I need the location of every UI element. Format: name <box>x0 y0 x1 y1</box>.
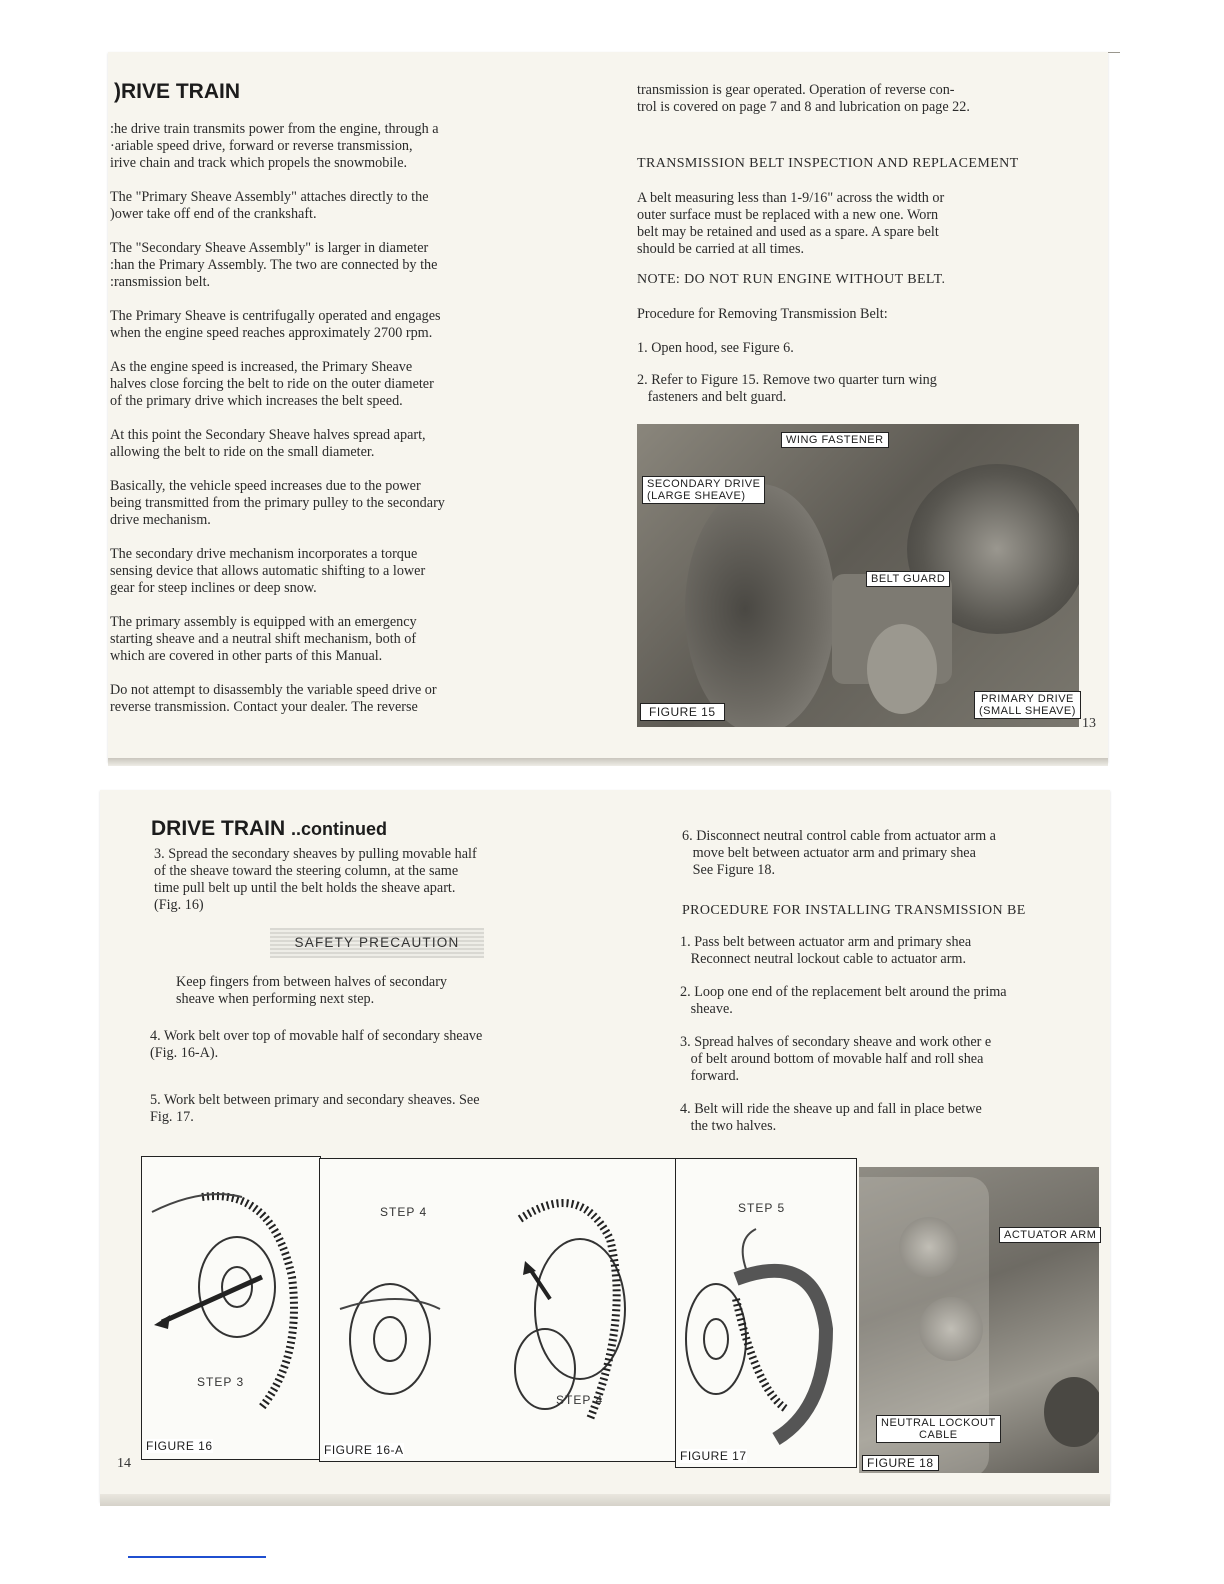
procedure-title: Procedure for Removing Transmission Belt: <box>637 306 888 322</box>
figure-16a-drawing <box>320 1159 676 1461</box>
page-edge <box>108 758 1108 766</box>
step-4: 4. Work belt over top of movable half of secondary sheave (Fig. 16-A). <box>150 1028 483 1061</box>
page-title <box>151 817 387 841</box>
paragraph: The "Primary Sheave Assembly" attaches directly to the )ower take off end of the crankshaft. <box>110 189 429 222</box>
paragraph: The "Secondary Sheave Assembly" is larger in diameter :han the Primary Assembly. The two are connected by the :ransmission belt. <box>110 240 438 290</box>
install-step-2: 2. Loop one end of the replacement belt around the prima sheave. <box>680 984 1007 1017</box>
page-number: 13 <box>1082 716 1096 731</box>
secondary-sheave-shape <box>685 484 835 727</box>
figure-16a <box>319 1158 677 1462</box>
install-step-3: 3. Spread halves of secondary sheave and work other e of belt around bottom of movable half and roll shea forward. <box>680 1034 992 1084</box>
step-6: 6. Disconnect neutral control cable from actuator arm a move belt between actuator arm and primary shea See Figure 18. <box>682 828 996 878</box>
figure-15-photo <box>637 424 1079 727</box>
safety-text: Keep fingers from between halves of secondary sheave when performing next step. <box>176 974 448 1007</box>
paragraph: The Primary Sheave is centrifugally operated and engages when the engine speed reaches approximately 2700 rpm. <box>110 308 441 341</box>
left-column <box>110 121 560 733</box>
paragraph: The primary assembly is equipped with an emergency starting sheave and a neutral shift mechanism, both of which are covered in other parts of this Manual. <box>110 614 417 664</box>
right-intro: transmission is gear operated. Operation of reverse con- trol is covered on page 7 and 8 and lubrication on page 22. <box>637 82 970 115</box>
label-neutral-lockout-cable: NEUTRAL LOCKOUT CABLE <box>876 1415 1001 1443</box>
section-subheading: TRANSMISSION BELT INSPECTION AND REPLACEMENT <box>637 156 1019 171</box>
step-1: 1. Open hood, see Figure 6. <box>637 340 794 356</box>
figure-16-caption: FIGURE 16 <box>146 1439 213 1453</box>
install-title: PROCEDURE FOR INSTALLING TRANSMISSION BE <box>682 903 1026 918</box>
paragraph: :he drive train transmits power from the engine, through a ·ariable speed drive, forward or reverse transmission, irive chain and track which propels the snowmobile. <box>110 121 439 171</box>
figure-18-caption: FIGURE 18 <box>862 1455 939 1471</box>
label-wing-fastener: WING FASTENER <box>781 432 889 448</box>
figure-17-caption: FIGURE 17 <box>680 1449 747 1463</box>
heading-continued: ..continued <box>291 819 388 839</box>
install-step-4: 4. Belt will ride the sheave up and fall in place betwe the two halves. <box>680 1101 982 1134</box>
hub-shape <box>867 624 937 714</box>
paragraph: Basically, the vehicle speed increases due to the power being transmitted from the primary pulley to the secondary drive mechanism. <box>110 478 445 528</box>
safety-precaution-banner: SAFETY PRECAUTION <box>270 928 484 958</box>
underline-mark <box>128 1556 266 1558</box>
step-5-label: STEP 5 <box>738 1201 786 1215</box>
label-secondary-drive: SECONDARY DRIVE (LARGE SHEAVE) <box>642 476 765 504</box>
page-number: 14 <box>117 1456 131 1471</box>
paragraph: At this point the Secondary Sheave halves spread apart, allowing the belt to ride on the small diameter. <box>110 427 426 460</box>
label-primary-drive: PRIMARY DRIVE (SMALL SHEAVE) <box>974 691 1081 719</box>
belt-paragraph: A belt measuring less than 1-9/16" across the width or outer surface must be replaced with a new one. Worn belt may be retained and used as a spare. A spare belt should be carried at all times. <box>637 190 945 257</box>
figure-15-caption: FIGURE 15 <box>640 703 725 721</box>
paragraph: As the engine speed is increased, the Primary Sheave halves close forcing the belt to ride on the outer diameter of the primary drive which increases the belt speed. <box>110 359 434 409</box>
step-5: 5. Work belt between primary and secondary sheaves. See Fig. 17. <box>150 1092 480 1125</box>
figure-16-drawing <box>142 1157 320 1459</box>
page-edge <box>100 1494 1110 1506</box>
heading-main: DRIVE TRAIN <box>151 817 286 840</box>
label-actuator-arm: ACTUATOR ARM <box>999 1227 1101 1243</box>
page-title: )RIVE TRAIN <box>114 80 240 103</box>
step-2: 2. Refer to Figure 15. Remove two quarter turn wing fasteners and belt guard. <box>637 372 937 405</box>
note: NOTE: DO NOT RUN ENGINE WITHOUT BELT. <box>637 272 946 287</box>
figure-17 <box>675 1158 857 1468</box>
shaft-shape <box>1044 1377 1099 1447</box>
paragraph: Do not attempt to disassembly the variable speed drive or reverse transmission. Contact your dealer. The reverse <box>110 682 437 715</box>
paragraph: The secondary drive mechanism incorporates a torque sensing device that allows automatic shifting to a lower gear for steep inclines or deep snow. <box>110 546 426 596</box>
figure-16a-caption: FIGURE 16-A <box>324 1443 404 1457</box>
figure-16 <box>141 1156 321 1460</box>
label-belt-guard: BELT GUARD <box>866 571 950 587</box>
install-step-1: 1. Pass belt between actuator arm and primary shea Reconnect neutral lockout cable to actuator arm. <box>680 934 972 967</box>
step-3-label: STEP 3 <box>197 1375 245 1389</box>
step-4-label-bottom: STEP 4 <box>556 1393 604 1407</box>
step-3: 3. Spread the secondary sheaves by pulling movable half of the sheave toward the steering column, at the same time pull belt up until the belt holds the sheave apart. (Fig. 16) <box>154 846 477 913</box>
step-4-label-top: STEP 4 <box>380 1205 428 1219</box>
